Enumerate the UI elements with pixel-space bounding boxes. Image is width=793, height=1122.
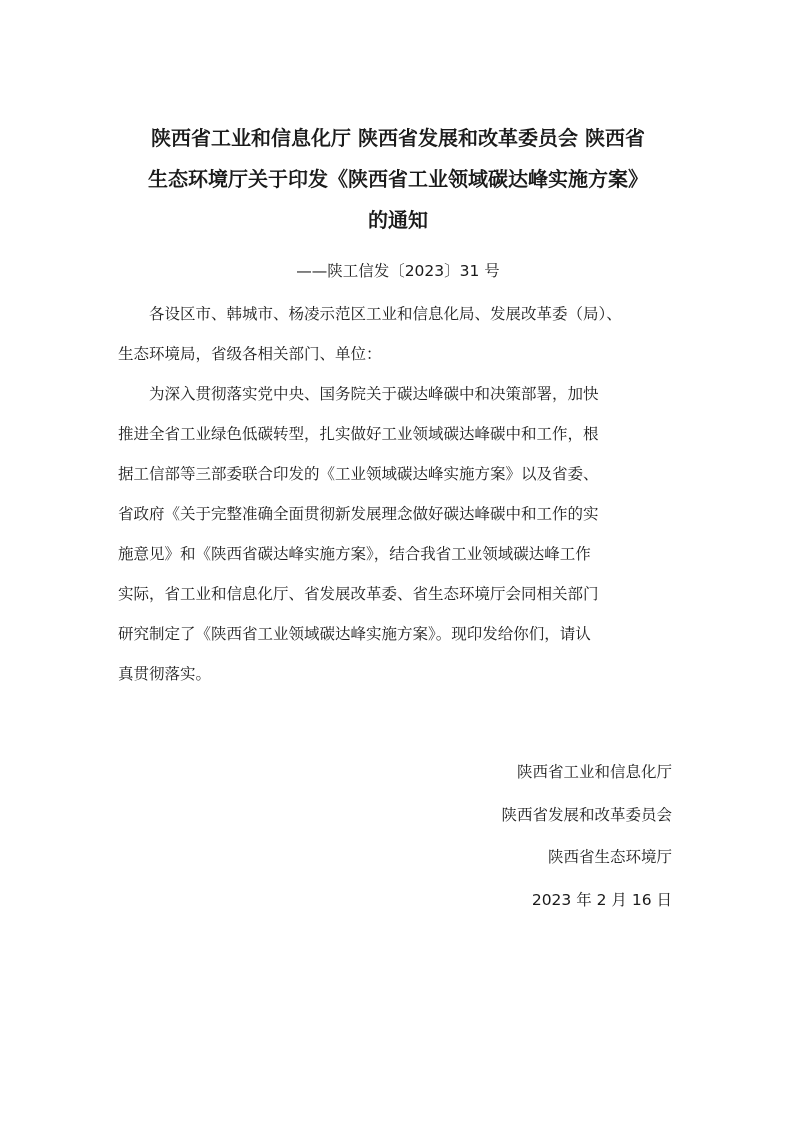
body-line: 据工信部等三部委联合印发的《工业领域碳达峰实施方案》以及省委、 xyxy=(118,465,599,483)
title-line: 生态环境厅关于印发《陕西省工业领域碳达峰实施方案》 xyxy=(148,167,648,191)
body-line: 真贯彻落实。 xyxy=(118,665,212,683)
title-line: 陕西省工业和信息化厅 陕西省发展和改革委员会 陕西省 xyxy=(151,126,645,150)
title-line: 的通知 xyxy=(368,208,428,232)
document-title xyxy=(118,118,678,241)
signature-block xyxy=(400,751,672,921)
issue-date: 2023 年 2 月 16 日 xyxy=(531,890,672,909)
document-number: ——陕工信发〔2023〕31 号 xyxy=(296,262,500,280)
body-line: 推进全省工业绿色低碳转型，扎实做好工业领域碳达峰碳中和工作，根 xyxy=(118,425,599,443)
salutation xyxy=(118,294,680,374)
body-line: 实际，省工业和信息化厅、省发展改革委、省生态环境厅会同相关部门 xyxy=(118,585,599,603)
body-line: 研究制定了《陕西省工业领域碳达峰实施方案》。现印发给你们，请认 xyxy=(118,625,591,643)
body-line: 省政府《关于完整准确全面贯彻新发展理念做好碳达峰碳中和工作的实 xyxy=(118,505,599,523)
signatory-org: 陕西省生态环境厅 xyxy=(547,848,672,866)
body-line: 施意见》和《陕西省碳达峰实施方案》，结合我省工业领域碳达峰工作 xyxy=(118,545,591,563)
signatory-org: 陕西省工业和信息化厅 xyxy=(516,763,672,781)
signatory-org: 陕西省发展和改革委员会 xyxy=(501,805,672,824)
body-line: 为深入贯彻落实党中央、国务院关于碳达峰碳中和决策部署，加快 xyxy=(149,385,599,403)
salutation-line: 生态环境局，省级各相关部门、单位： xyxy=(118,345,382,363)
salutation-line: 各设区市、韩城市、杨凌示范区工业和信息化局、发展改革委（局）、 xyxy=(149,305,622,323)
body-paragraph xyxy=(118,374,680,694)
